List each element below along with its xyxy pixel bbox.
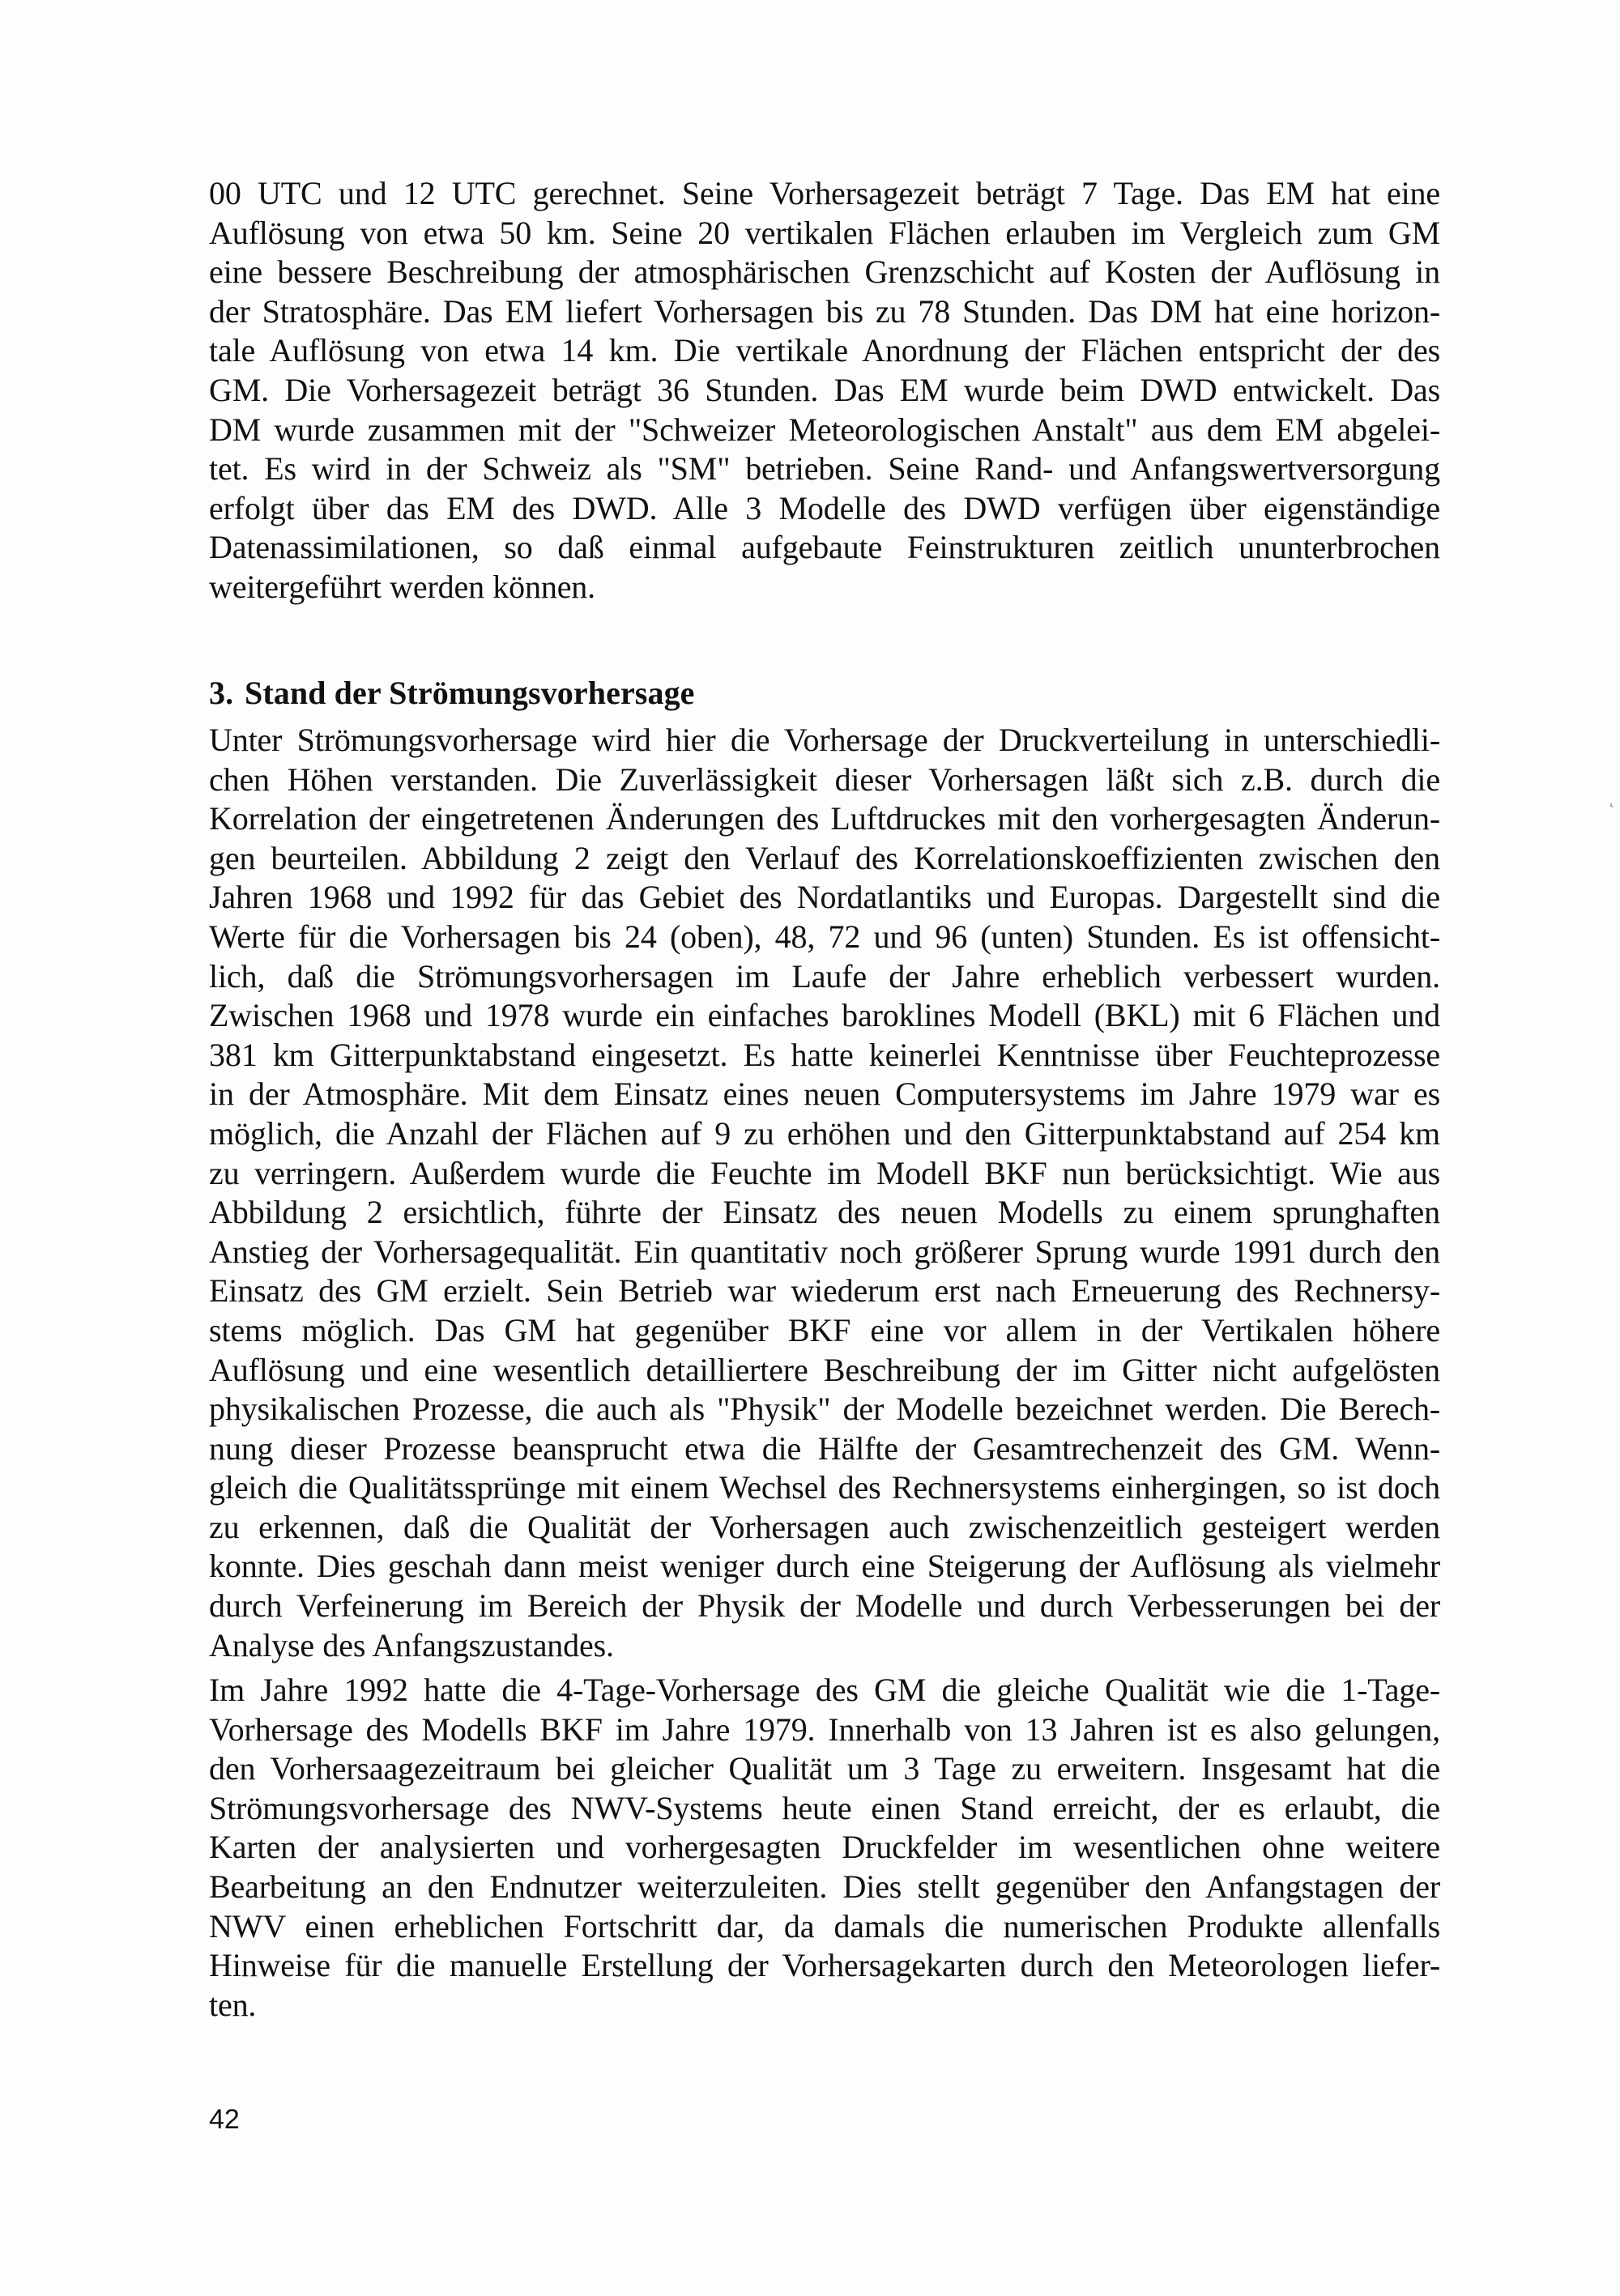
section-paragraph-1 (209, 721, 1440, 1665)
text-line: stems möglich. Das GM hat gegenüber BKF eine vor allem in der Vertikalen höhere (209, 1311, 1440, 1348)
text-line: zu erkennen, daß die Qualität der Vorhersagen auch zwischenzeitlich gesteigert werden (209, 1508, 1440, 1545)
text-line: 00 UTC und 12 UTC gerechnet. Seine Vorhersagezeit beträgt 7 Tage. Das EM hat eine (209, 175, 1440, 211)
text-line: konnte. Dies geschah dann meist weniger durch eine Steigerung der Auflösung als vielmehr (209, 1548, 1440, 1585)
text-line: Analyse des Anfangszustandes. (209, 1626, 614, 1663)
text-line: DM wurde zusammen mit der "Schweizer Meteorologischen Anstalt" aus dem EM abgelei- (209, 411, 1440, 448)
text-line: Auflösung und eine wesentlich detailliertere Beschreibung der im Gitter nicht aufgelösten (209, 1351, 1440, 1388)
text-line: weitergeführt werden können. (209, 568, 595, 605)
text-line: lich, daß die Strömungsvorhersagen im Laufe der Jahre erheblich verbessert wurden. (209, 957, 1440, 995)
text-line: durch Verfeinerung im Bereich der Physik der Modelle und durch Verbesserungen bei der (209, 1587, 1440, 1625)
scan-speck: ˛ (1609, 787, 1615, 807)
text-line: gen beurteilen. Abbildung 2 zeigt den Verlauf des Korrelationskoeffizienten zwischen den (209, 839, 1440, 876)
text-line: gleich die Qualitätssprünge mit einem Wechsel des Rechnersystems einhergingen, so ist doch (209, 1469, 1440, 1506)
text-line: tet. Es wird in der Schweiz als "SM" betrieben. Seine Rand- und Anfangswertversorgung (209, 450, 1440, 488)
text-line: Im Jahre 1992 hatte die 4-Tage-Vorhersage des GM die gleiche Qualität wie die 1-Tage- (209, 1672, 1440, 1708)
text-line: Abbildung 2 ersichtlich, führte der Einsatz des neuen Modells zu einem sprunghaften (209, 1194, 1440, 1231)
text-line: erfolgt über das EM des DWD. Alle 3 Modelle des DWD verfügen über eigenständige (209, 489, 1440, 526)
text-line: NWV einen erheblichen Fortschritt dar, da damals die numerischen Produkte allenfalls (209, 1907, 1440, 1945)
text-line: Werte für die Vorhersagen bis 24 (oben), 48, 72 und 96 (unten) Stunden. Es ist offensicht- (209, 918, 1440, 955)
intro-paragraph (209, 174, 1440, 607)
text-line: physikalischen Prozesse, die auch als "Physik" der Modelle bezeichnet werden. Die Berech- (209, 1391, 1440, 1428)
text-line: Strömungsvorhersage des NWV-Systems heute einen Stand erreicht, der es erlaubt, die (209, 1789, 1440, 1826)
text-line: Korrelation der eingetretenen Änderungen des Luftdruckes mit den vorhergesagten Änderun- (209, 800, 1440, 837)
section-title: Stand der Strömungsvorhersage (245, 675, 695, 711)
text-line: Karten der analysierten und vorhergesagten Druckfelder im wesentlichen ohne weitere (209, 1829, 1440, 1866)
text-line: Bearbeitung an den Endnutzer weiterzuleiten. Dies stellt gegenüber den Anfangstagen der (209, 1868, 1440, 1905)
text-line: Einsatz des GM erzielt. Sein Betrieb war wiederum erst nach Erneuerung des Rechnersy- (209, 1272, 1440, 1310)
text-line: nung dieser Prozesse beansprucht etwa die Hälfte der Gesamtrechenzeit des GM. Wenn- (209, 1429, 1440, 1467)
text-line: Jahren 1968 und 1992 für das Gebiet des Nordatlantiks und Europas. Dargestellt sind die (209, 879, 1440, 916)
text-line: möglich, die Anzahl der Flächen auf 9 zu erhöhen und den Gitterpunktabstand auf 254 km (209, 1114, 1440, 1152)
text-line: Hinweise für die manuelle Erstellung der Vorhersagekarten durch den Meteorologen liefer- (209, 1947, 1440, 1984)
section-number: 3. (209, 675, 234, 711)
text-line: eine bessere Beschreibung der atmosphärischen Grenzschicht auf Kosten der Auflösung in (209, 253, 1440, 291)
text-line: in der Atmosphäre. Mit dem Einsatz eines neuen Computersystems im Jahre 1979 war es (209, 1076, 1440, 1113)
section-paragraph-2 (209, 1671, 1440, 2025)
text-line: Unter Strömungsvorhersage wird hier die Vorhersage der Druckverteilung in unterschiedli- (209, 722, 1440, 758)
text-line: tale Auflösung von etwa 14 km. Die vertikale Anordnung der Flächen entspricht der des (209, 332, 1440, 369)
text-line: den Vorhersaagezeitraum bei gleicher Qualität um 3 Tage zu erweitern. Insgesamt hat die (209, 1750, 1440, 1787)
text-line: GM. Die Vorhersagezeit beträgt 36 Stunden. Das EM wurde beim DWD entwickelt. Das (209, 371, 1440, 408)
text-line: Anstieg der Vorhersagequalität. Ein quantitativ noch größerer Sprung wurde 1991 durch den (209, 1233, 1440, 1270)
text-line: Auflösung von etwa 50 km. Seine 20 vertikalen Flächen erlauben im Vergleich zum GM (209, 214, 1440, 251)
text-line: chen Höhen verstanden. Die Zuverlässigkeit dieser Vorhersagen läßt sich z.B. durch die (209, 760, 1440, 798)
text-line: zu verringern. Außerdem wurde die Feuchte im Modell BKF nun berücksichtigt. Wie aus (209, 1154, 1440, 1191)
text-line: Vorhersage des Modells BKF im Jahre 1979. Innerhalb von 13 Jahren ist es also gelungen, (209, 1710, 1440, 1748)
section-heading (209, 674, 695, 713)
page-number: 42 (209, 2104, 240, 2135)
text-line: 381 km Gitterpunktabstand eingesetzt. Es hatte keinerlei Kenntnisse über Feuchteprozesse (209, 1036, 1440, 1073)
text-line: der Stratosphäre. Das EM liefert Vorhersagen bis zu 78 Stunden. Das DM hat eine horizon- (209, 292, 1440, 330)
text-line: ten. (209, 1986, 257, 2023)
text-line: Zwischen 1968 und 1978 wurde ein einfaches baroklines Modell (BKL) mit 6 Flächen und (209, 997, 1440, 1034)
text-line: Datenassimilationen, so daß einmal aufgebaute Feinstrukturen zeitlich ununterbrochen (209, 529, 1440, 566)
